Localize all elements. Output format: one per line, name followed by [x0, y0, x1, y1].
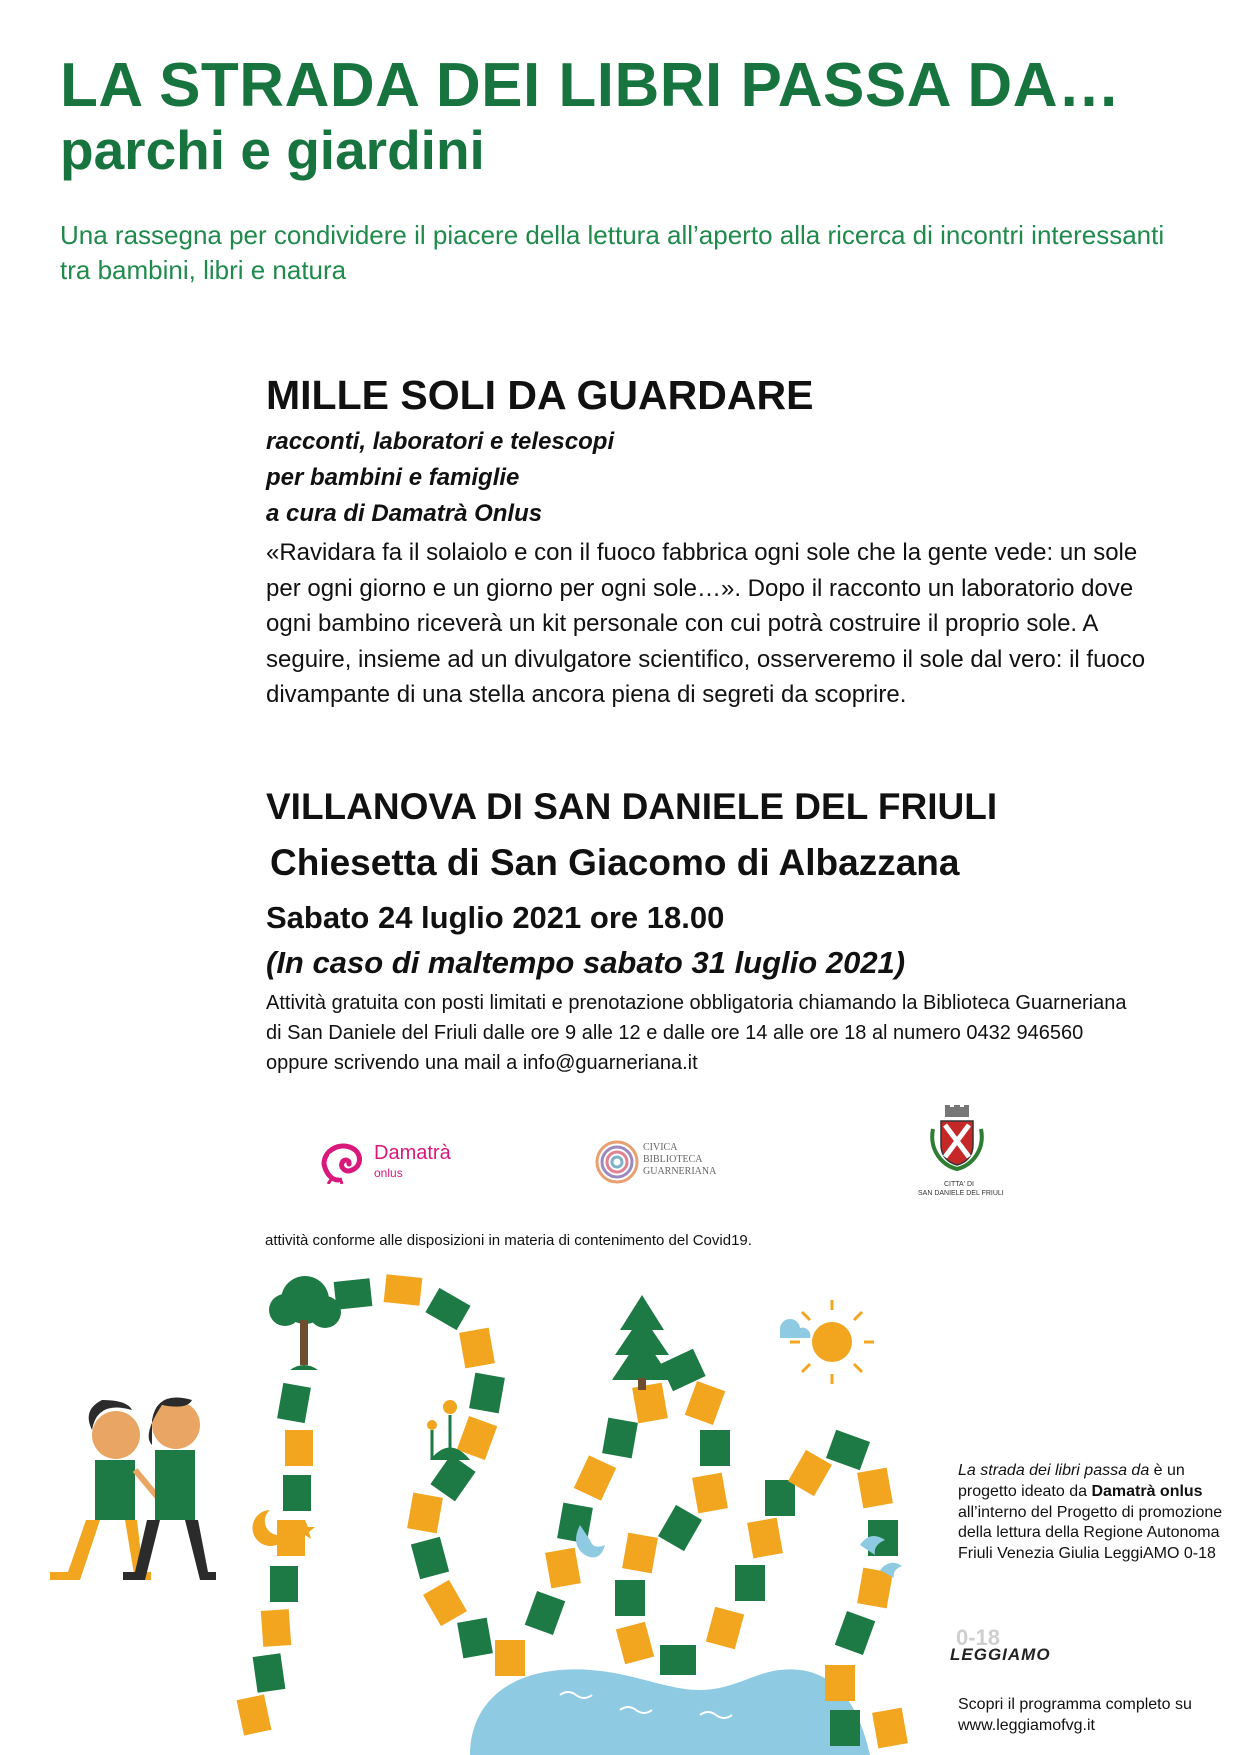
children-icon — [50, 1398, 216, 1581]
damatra-logo — [318, 1138, 468, 1188]
event-subtitle-line1: racconti, laboratori e telescopi — [266, 428, 615, 455]
tagline: Una rassegna per condividere il piacere della lettura all’aperto alla ricerca di incontri interessanti tra bambini, libri e natura — [60, 220, 1165, 285]
splash-icon — [576, 1525, 605, 1557]
book-path-illustration — [0, 1270, 960, 1755]
event-venue: Chiesetta di San Giacomo di Albazzana — [270, 842, 960, 883]
chameleon-icon — [318, 1138, 366, 1184]
pine-tree-icon — [612, 1295, 672, 1390]
city-line2: SAN DANIELE DEL FRIULI — [918, 1190, 1004, 1197]
city-crest-logo — [912, 1105, 1002, 1200]
biblioteca-line2: BIBLIOTECA — [643, 1154, 703, 1165]
event-place: VILLANOVA DI SAN DANIELE DEL FRIULI — [266, 786, 998, 827]
biblioteca-line3: GUARNERIANA — [643, 1166, 717, 1177]
credit-org: Damatrà onlus — [1091, 1482, 1203, 1500]
damatra-name: Damatrà — [374, 1142, 451, 1164]
event-alt-date: (In caso di maltempo sabato 31 luglio 2021) — [266, 945, 906, 980]
event-title: MILLE SOLI DA GUARDARE — [266, 372, 814, 418]
leggiamo-number: 0-18 — [956, 1625, 1001, 1650]
event-description: «Ravidara fa il solaiolo e con il fuoco fabbrica ogni sole che la gente vede: un sole per ogni giorno e un giorno per ogni sole…». Dopo il racconto un laboratorio dove ogni bambino riceverà un kit personale con cui potrà costruire il proprio sole. A seguire, insieme ad un divulgatore scientifico, osserveremo il sole dal vero: il fuoco divampante di una stella ancora piena di segreti da scoprire. — [266, 539, 1146, 709]
credit-body-1: è un progetto ideato da — [958, 1462, 1185, 1500]
covid-note: attività conforme alle disposizioni in materia di contenimento del Covid19. — [265, 1232, 752, 1249]
leggiamo-logo — [950, 1625, 1060, 1667]
biblioteca-logo — [595, 1140, 735, 1190]
event-subtitle-line2: per bambini e famiglie — [266, 464, 520, 491]
cloud-icon — [780, 1319, 810, 1338]
event-organizer: a cura di Damatrà Onlus — [266, 500, 543, 527]
project-credit — [958, 1461, 1228, 1565]
damatra-sub: onlus — [374, 1166, 403, 1180]
page-subtitle: parchi e giardini — [60, 119, 485, 181]
event-date: Sabato 24 luglio 2021 ore 18.00 — [266, 900, 725, 935]
credit-title: La strada dei libri passa da — [958, 1462, 1150, 1479]
page-title: LA STRADA DEI LIBRI PASSA DA… — [60, 51, 1121, 120]
program-link[interactable]: Scopri il programma completo su www.leggiamofvg.it — [958, 1696, 1192, 1734]
spiral-icon — [595, 1140, 639, 1184]
leggiamo-wordmark: LEGGIAMO — [950, 1645, 1051, 1664]
biblioteca-line1: CIVICA — [643, 1142, 678, 1153]
sun-icon — [790, 1300, 874, 1384]
crest-icon — [927, 1105, 987, 1173]
city-line1: CITTA' DI — [944, 1181, 974, 1188]
water-shape — [470, 1669, 870, 1755]
booking-info: Attività gratuita con posti limitati e prenotazione obbligatoria chiamando la Biblioteca Guarneriana di San Daniele del Friuli dalle ore 9 alle 12 e dalle ore 14 alle ore 18 al numero 0432 946560 oppure scrivendo una mail a info@guarneriana.it — [266, 992, 1127, 1074]
tree-icon — [269, 1276, 341, 1370]
credit-body-2: all’interno del Progetto di promozione della lettura della Regione Autonoma Friuli Venezia Giulia LeggiAMO 0-18 — [958, 1503, 1223, 1563]
